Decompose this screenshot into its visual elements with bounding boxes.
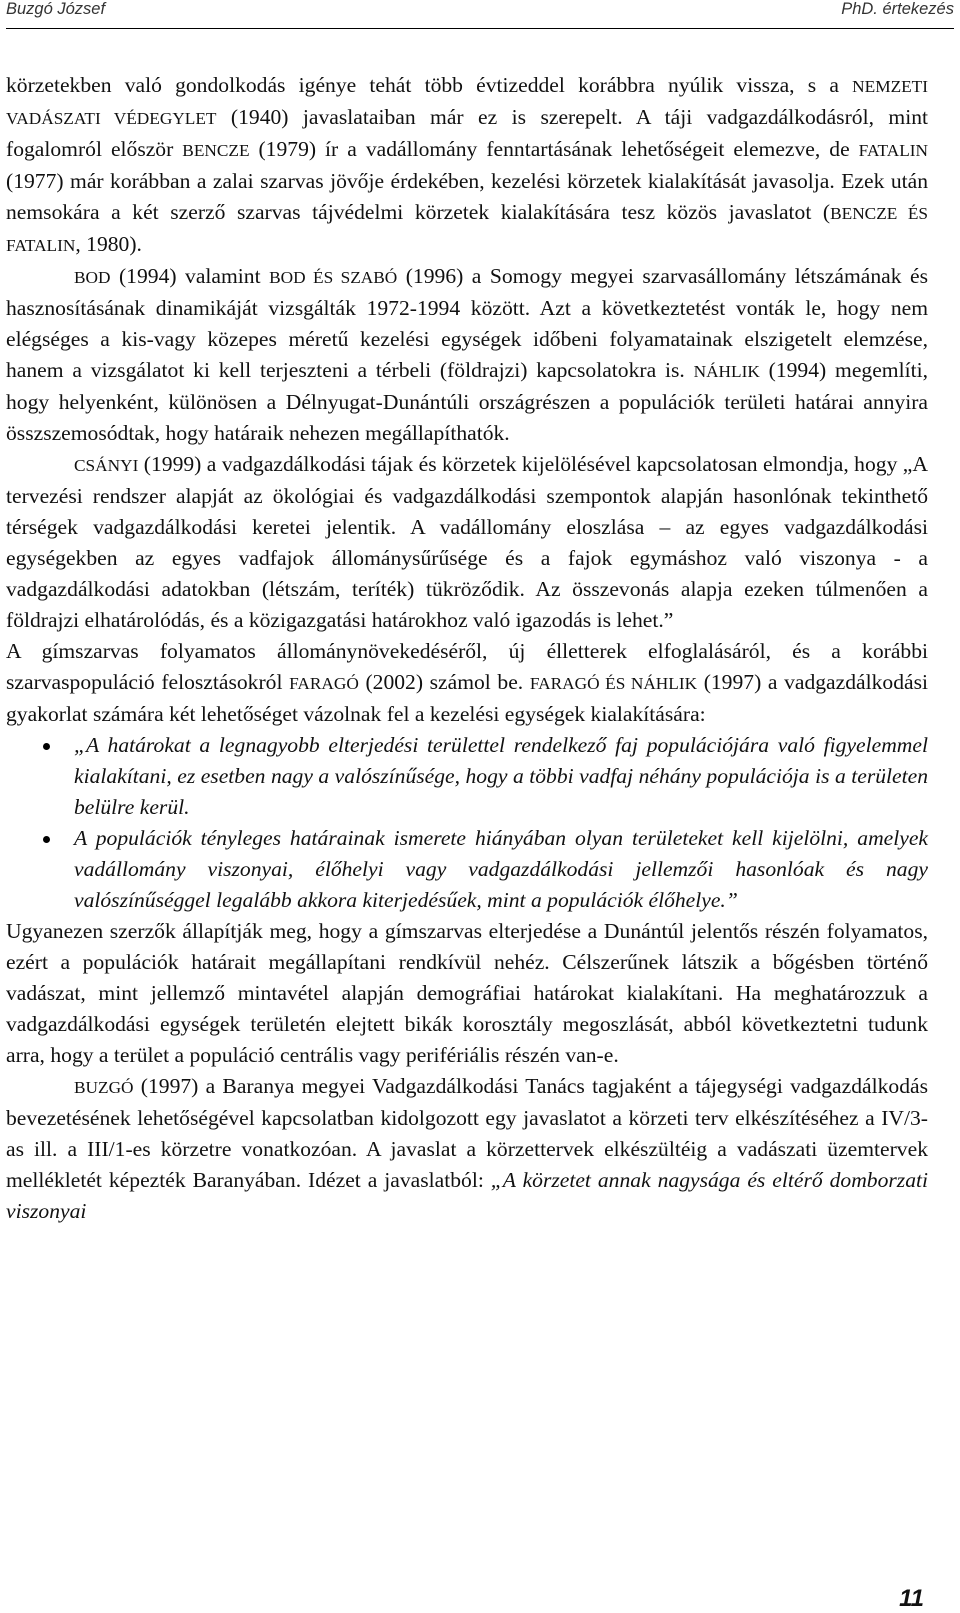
author-name: NEMZETI VADÁSZATI VÉDEGYLET	[6, 77, 928, 128]
paragraph	[6, 70, 928, 261]
bullet-icon	[43, 836, 50, 843]
text-run: (1940) javaslataiban már ez is szerepelt. A táji vadgazdálkodásról, mint fogalomról először	[6, 105, 928, 161]
author-name: NÁHLIK	[693, 362, 760, 381]
paragraph	[6, 636, 928, 730]
paragraph	[6, 1071, 928, 1227]
author-name: FATALIN	[858, 141, 928, 160]
text-run: (2002) számol be.	[358, 670, 530, 694]
author-name: BOD ÉS SZABÓ	[269, 268, 398, 287]
text-run: „A körzetet annak nagysága és eltérő domborzati viszonyai	[6, 1168, 928, 1223]
bullet-list	[6, 730, 928, 916]
author-name: BOD	[74, 268, 111, 287]
bullet-text: „A határokat a legnagyobb elterjedési területtel rendelkező faj populációjára való figyelemmel kialakítani, ez esetben nagy a valószínűsége, hogy a többi vadfaj néhány populációja is a területen belülre kerül.	[74, 733, 928, 819]
text-run: (1997) a Baranya megyei Vadgazdálkodási Tanács tagjaként a tájegységi vadgazdálkodás bevezetésének lehetőségével kapcsolatban kidolgozott egy javaslatot a körzeti terv elkészítéséhez a IV/3-as ill. a III/1-es körzetre vonatkozóan. A javaslat a körzettervek elkészültéig a vadászati üzemtervek mellékletét képezték Baranyában. Idézet a javaslatból:	[6, 1074, 928, 1192]
text-run: (1977) már korábban a zalai szarvas jövője érdekében, kezelési körzetek kialakítását javasolja. Ezek után nemsokára a két szerző szarvas tájvédelmi körzetek kialakítására tesz közös javaslatot (	[6, 169, 928, 224]
author-name: FARAGÓ ÉS NÁHLIK	[529, 674, 698, 693]
text-run: (1994) valamint	[110, 264, 270, 288]
author-name: CSÁNYI	[74, 456, 139, 475]
text-run: (1994) megemlíti, hogy helyenként, különösen a Délnyugat-Dunántúli országrészen a populációk területi határai annyira összszemosódtak, hogy határaik nehezen megállapíthatók.	[6, 358, 928, 445]
page-number: 11	[899, 1585, 924, 1612]
text-run: (1996) a Somogy megyei szarvasállomány létszámának és hasznosításának dinamikáját vizsgálták 1972-1994 között. Azt a következtetést vonták le, hogy nem elégséges a kis-vagy közepes méretű kezelési egységek időbeni folyamatainak elszigetelt elemzése, hanem a vizsgálatot ki kell terjeszteni a térbeli (földrajzi) kapcsolatokra is.	[6, 264, 928, 382]
author-name: BENCZE ÉS FATALIN	[6, 204, 928, 255]
author-name: FARAGÓ	[289, 674, 359, 693]
bullet-icon	[43, 743, 50, 750]
header-doc-type: PhD. értekezés	[841, 0, 954, 18]
paragraph	[6, 449, 928, 636]
paragraph	[6, 916, 928, 1071]
text-run: A gímszarvas folyamatos állománynövekedéséről, új élletterek elfoglalásáról, és a korábbi szarvaspopuláció felosztásokról	[6, 639, 928, 694]
text-run: , 1980).	[75, 232, 142, 256]
paragraph	[6, 261, 928, 449]
text-run: (1979) ír a vadállomány fenntartásának lehetőségeit elemezve, de	[249, 137, 859, 161]
page-body	[6, 70, 928, 1227]
text-run: Ugyanezen szerzők állapítják meg, hogy a gímszarvas elterjedése a Dunántúl jelentős részén folyamatos, ezért a populációk határait megállapítani rendkívül nehéz. Célszerűnek látszik a bőgésben történő vadászat, mint jellemző mintavétel alapján demográfiai határokat kialakítani. Ha meghatározzuk a vadgazdálkodási egységek területén elejtett bikák korosztály megoszlását, abból következtetni tudunk arra, hogy a terület a populáció centrális vagy perifériális részén van-e.	[6, 919, 928, 1067]
text-run: (1999) a vadgazdálkodási tájak és körzetek kijelölésével kapcsolatosan elmondja, hogy „A tervezési rendszer alapját az ökológiai és vadgazdálkodási szempontok alapján hasonlónak tekinthető térségek vadgazdálkodási keretei jelentik. A vadállomány eloszlása – az egyes vadgazdálkodási egységekben az egyes vadfajok állománysűrűsége és a fajok egymáshoz való viszonya - a vadgazdálkodási adatokban (létszám, teríték) tükröződik. Az összevonás alapja ezeken túlmenően a földrajzi elhatárolódás, és a közigazgatási határokhoz való igazodás is lehet.”	[6, 452, 928, 632]
author-name: BUZGÓ	[74, 1078, 134, 1097]
header-author: Buzgó József	[6, 0, 106, 18]
text-run: (1997) a vadgazdálkodási gyakorlat számára két lehetőséget vázolnak fel a kezelési egységek kialakítására:	[6, 670, 928, 726]
author-name: BENCZE	[182, 141, 250, 160]
bullet-text: A populációk tényleges határainak ismerete hiányában olyan területeket kell kijelölni, amelyek vadállomány viszonyai, élőhelyi vagy vadgazdálkodási jellemzői hasonlóak és nagy valószínűséggel legalább akkora kiterjedésűek, mint a populációk élőhelye.”	[74, 826, 928, 912]
bullet-item	[6, 730, 928, 823]
text-run: körzetekben való gondolkodás igénye tehát több évtizeddel korábbra nyúlik vissza, s a	[6, 73, 853, 97]
bullet-item	[6, 823, 928, 916]
page-header	[6, 0, 954, 29]
